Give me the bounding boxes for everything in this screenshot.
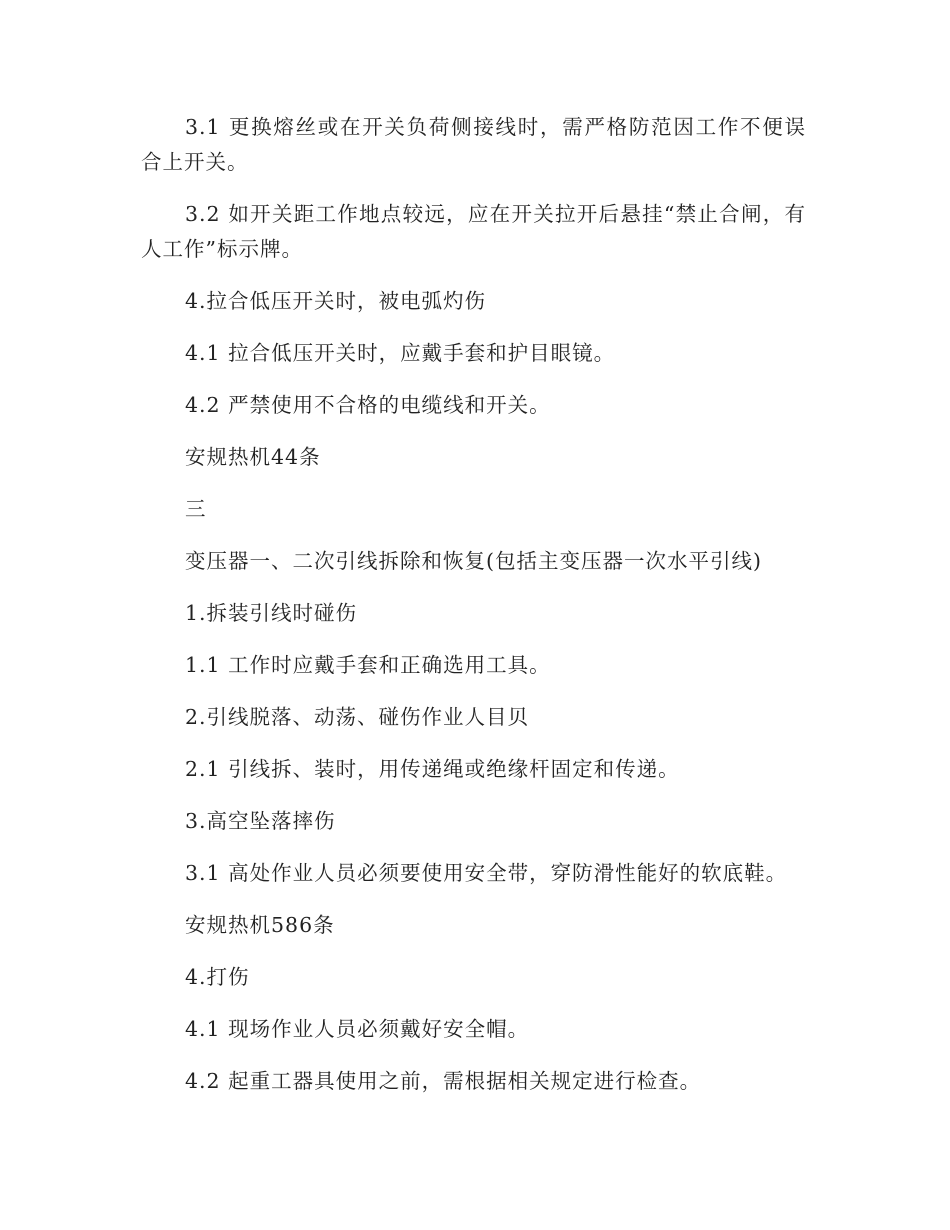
paragraph-1-1-gloves-tools: 1.1 工作时应戴手套和正确选用工具。 bbox=[185, 653, 551, 677]
paragraph-3-1-safety-belt: 3.1 高处作业人员必须要使用安全带，穿防滑性能好的软底鞋。 bbox=[185, 861, 788, 885]
paragraph-3-1-fuse-replacement: 3.1 更换熔丝或在开关负荷侧接线时，需严格防范因工作不便误合上开关。 bbox=[141, 115, 806, 174]
heading-2-lead-falling: 2.引线脱落、动荡、碰伤作业人目贝 bbox=[185, 705, 530, 729]
section-title-transformer-leads: 变压器一、二次引线拆除和恢复(包括主变压器一次水平引线) bbox=[185, 549, 762, 573]
heading-4-struck-injury: 4.打伤 bbox=[185, 965, 250, 989]
section-number-three: 三 bbox=[185, 497, 207, 521]
paragraph-3-2-warning-sign: 3.2 如开关距工作地点较远，应在开关拉开后悬挂“禁止合闸，有人工作”标示牌。 bbox=[141, 202, 806, 261]
paragraph-4-2-lifting-tools-check: 4.2 起重工器具使用之前，需根据相关规定进行检查。 bbox=[185, 1069, 702, 1093]
heading-1-lead-injury: 1.拆装引线时碰伤 bbox=[185, 601, 358, 625]
paragraph-2-1-transfer-rope: 2.1 引线拆、装时，用传递绳或绝缘杆固定和传递。 bbox=[185, 757, 680, 781]
heading-3-high-fall: 3.高空坠落摔伤 bbox=[185, 809, 336, 833]
regulation-reference-44: 安规热机44条 bbox=[185, 445, 321, 469]
paragraph-4-1-safety-helmet: 4.1 现场作业人员必须戴好安全帽。 bbox=[185, 1017, 530, 1041]
heading-4-arc-burn: 4.拉合低压开关时，被电弧灼伤 bbox=[185, 289, 487, 313]
regulation-reference-586: 安规热机586条 bbox=[185, 913, 335, 937]
paragraph-4-2-cable-ban: 4.2 严禁使用不合格的电缆线和开关。 bbox=[185, 393, 551, 417]
document-body bbox=[141, 110, 806, 1099]
paragraph-4-1-gloves-goggles: 4.1 拉合低压开关时，应戴手套和护目眼镜。 bbox=[185, 341, 616, 365]
